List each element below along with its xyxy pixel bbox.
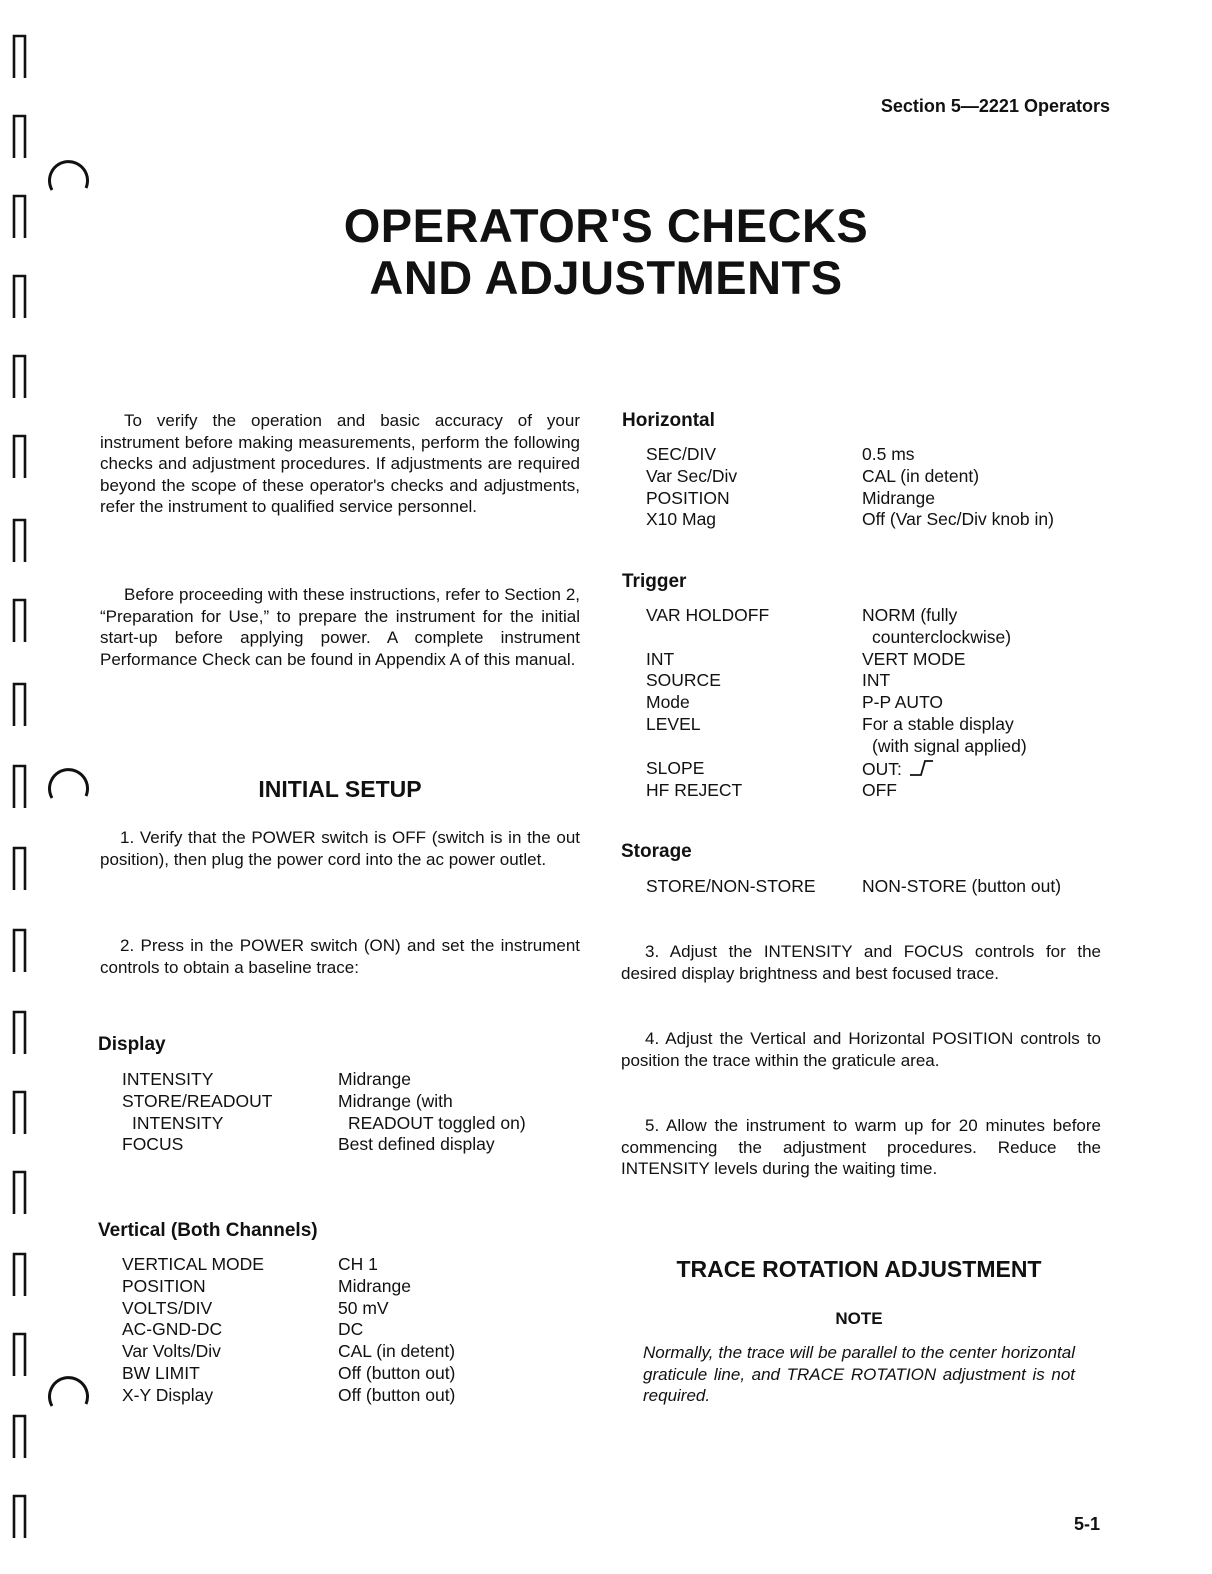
table-row [122, 1276, 455, 1298]
table-row [646, 488, 1054, 510]
step-2: 2. Press in the POWER switch (ON) and set the instrument controls to obtain a baseline trace: [100, 936, 580, 977]
setting-value: Midrange [338, 1275, 411, 1296]
setting-label: Var Volts/Div [122, 1341, 221, 1362]
setting-label: SLOPE [646, 757, 705, 778]
setting-label: VAR HOLDOFF [646, 605, 770, 625]
setting-value: P-P AUTO [862, 692, 944, 713]
binder-mark [12, 596, 28, 644]
setting-label: VOLTS/DIV [122, 1297, 213, 1318]
binder-mark [12, 1492, 28, 1540]
setting-value: Off (button out) [338, 1384, 456, 1405]
binder-mark [12, 926, 28, 974]
trigger-heading: Trigger [622, 571, 687, 592]
table-row [122, 1134, 526, 1156]
binder-mark [12, 32, 28, 80]
setting-label: X-Y Display [122, 1384, 214, 1405]
table-row [122, 1254, 455, 1276]
trigger-settings-table [646, 605, 1027, 802]
setting-label: X10 Mag [646, 509, 717, 530]
table-row [646, 758, 1027, 781]
setting-label: POSITION [122, 1275, 206, 1296]
setting-value: Off (button out) [338, 1362, 456, 1383]
table-row [122, 1363, 455, 1385]
setting-value: Midrange [862, 487, 935, 508]
binder-mark [12, 1008, 28, 1056]
table-row [646, 649, 1027, 671]
setting-value: Midrange (with [338, 1090, 453, 1111]
step-4: 4. Adjust the Vertical and Horizontal POSITION controls to position the trace within the graticule area. [621, 1029, 1101, 1070]
binder-mark [12, 762, 28, 810]
punch-hole-mark [44, 1366, 92, 1414]
setting-label: BW LIMIT [122, 1362, 200, 1383]
binder-mark [12, 516, 28, 564]
table-row [646, 876, 1061, 898]
setting-label: STORE/READOUT [122, 1090, 273, 1111]
setting-label: Var Sec/Div [646, 465, 738, 486]
setting-label: Mode [646, 692, 690, 713]
intro-paragraph-2: Before proceeding with these instructions, refer to Section 2, “Preparation for Use,” to prepare the instrument for the initial start-up before applying power. A complete instrument Performance Check can be found in Appendix A of this manual. [100, 585, 580, 669]
table-row [646, 670, 1027, 692]
setting-value: INT [862, 670, 891, 691]
binder-mark [12, 680, 28, 728]
binder-mark [12, 352, 28, 400]
storage-settings-table [646, 876, 1061, 898]
setting-label: INT [646, 648, 675, 669]
punch-hole-mark [44, 150, 92, 198]
table-row [646, 605, 1027, 627]
intro-paragraph-1: To verify the operation and basic accuracy of your instrument before making measurements, perform the following checks and adjustment procedures. If adjustments are required beyond the scope of these operator's checks and adjustments, refer the instrument to qualified service personnel. [100, 411, 580, 516]
horizontal-settings-table [646, 444, 1054, 531]
setting-label: INTENSITY [132, 1112, 224, 1133]
setting-label: INTENSITY [122, 1069, 214, 1089]
page-number: 5-1 [1073, 1514, 1100, 1534]
step-1: 1. Verify that the POWER switch is OFF (switch is in the out position), then plug the power cord into the ac power outlet. [100, 828, 580, 869]
table-row [122, 1385, 455, 1407]
table-row [122, 1341, 455, 1363]
storage-heading: Storage [621, 841, 692, 862]
step-3: 3. Adjust the INTENSITY and FOCUS controls for the desired display brightness and best focused trace. [621, 942, 1101, 983]
binder-mark [12, 432, 28, 480]
binder-mark [12, 1088, 28, 1136]
display-settings-table [122, 1069, 526, 1156]
binder-mark [12, 112, 28, 160]
setting-label: FOCUS [122, 1134, 184, 1155]
setting-value: VERT MODE [862, 648, 966, 669]
table-row [646, 509, 1054, 531]
table-row [122, 1113, 526, 1135]
setting-label: AC-GND-DC [122, 1319, 223, 1340]
setting-label: POSITION [646, 487, 730, 508]
note-body: Normally, the trace will be parallel to the center horizontal graticule line, and TRACE ROTATION adjustment is not required. [643, 1343, 1075, 1405]
binder-mark [12, 1250, 28, 1298]
setting-value: For a stable display [862, 713, 1014, 734]
binder-mark [12, 1412, 28, 1460]
table-row [646, 627, 1027, 649]
table-row [646, 736, 1027, 758]
table-row [646, 714, 1027, 736]
setting-value-continued: (with signal applied) [872, 735, 1027, 756]
horizontal-heading: Horizontal [622, 410, 715, 431]
title-line-2: AND ADJUSTMENTS [369, 251, 843, 304]
table-row [646, 692, 1027, 714]
initial-setup-heading: INITIAL SETUP [258, 776, 422, 802]
setting-label: LEVEL [646, 713, 701, 734]
table-row [122, 1091, 526, 1113]
page-title [0, 200, 1212, 304]
table-row [646, 444, 1054, 466]
binder-mark [12, 1168, 28, 1216]
setting-value: Best defined display [338, 1134, 495, 1155]
vertical-settings-table [122, 1254, 455, 1407]
setting-value: OFF [862, 780, 897, 801]
setting-value: CH 1 [338, 1254, 378, 1274]
setting-value: OUT: [862, 758, 902, 779]
setting-value-continued: counterclockwise) [872, 626, 1012, 647]
punch-hole-mark [44, 758, 92, 806]
setting-value: 50 mV [338, 1297, 389, 1318]
binder-mark [12, 1330, 28, 1378]
table-row [122, 1298, 455, 1320]
display-heading: Display [98, 1034, 166, 1055]
setting-value: DC [338, 1319, 364, 1340]
step-5: 5. Allow the instrument to warm up for 20 minutes before commencing the adjustment procedures. Reduce the INTENSITY levels during the waiting time. [621, 1116, 1101, 1178]
setting-value: 0.5 ms [862, 444, 915, 464]
title-line-1: OPERATOR'S CHECKS [343, 199, 869, 252]
setting-value: Midrange [338, 1069, 411, 1089]
setting-label: STORE/NON-STORE [646, 876, 816, 896]
setting-value: CAL (in detent) [338, 1341, 456, 1362]
table-row [122, 1069, 526, 1091]
rising-slope-icon [907, 758, 937, 778]
setting-value: Off (Var Sec/Div knob in) [862, 509, 1054, 530]
binder-mark [12, 844, 28, 892]
vertical-heading: Vertical (Both Channels) [98, 1220, 318, 1241]
table-row [646, 466, 1054, 488]
setting-label: HF REJECT [646, 780, 743, 801]
setting-value: READOUT toggled on) [348, 1112, 526, 1133]
setting-value: NON-STORE (button out) [862, 876, 1062, 896]
section-header: Section 5—2221 Operators [880, 96, 1110, 116]
note-title: NOTE [835, 1309, 883, 1328]
setting-value: NORM (fully [862, 605, 958, 625]
setting-label: SEC/DIV [646, 444, 717, 464]
trace-rotation-heading: TRACE ROTATION ADJUSTMENT [676, 1256, 1042, 1282]
setting-value: CAL (in detent) [862, 465, 980, 486]
table-row [646, 780, 1027, 802]
setting-label: SOURCE [646, 670, 721, 691]
table-row [122, 1319, 455, 1341]
setting-label: VERTICAL MODE [122, 1254, 264, 1274]
